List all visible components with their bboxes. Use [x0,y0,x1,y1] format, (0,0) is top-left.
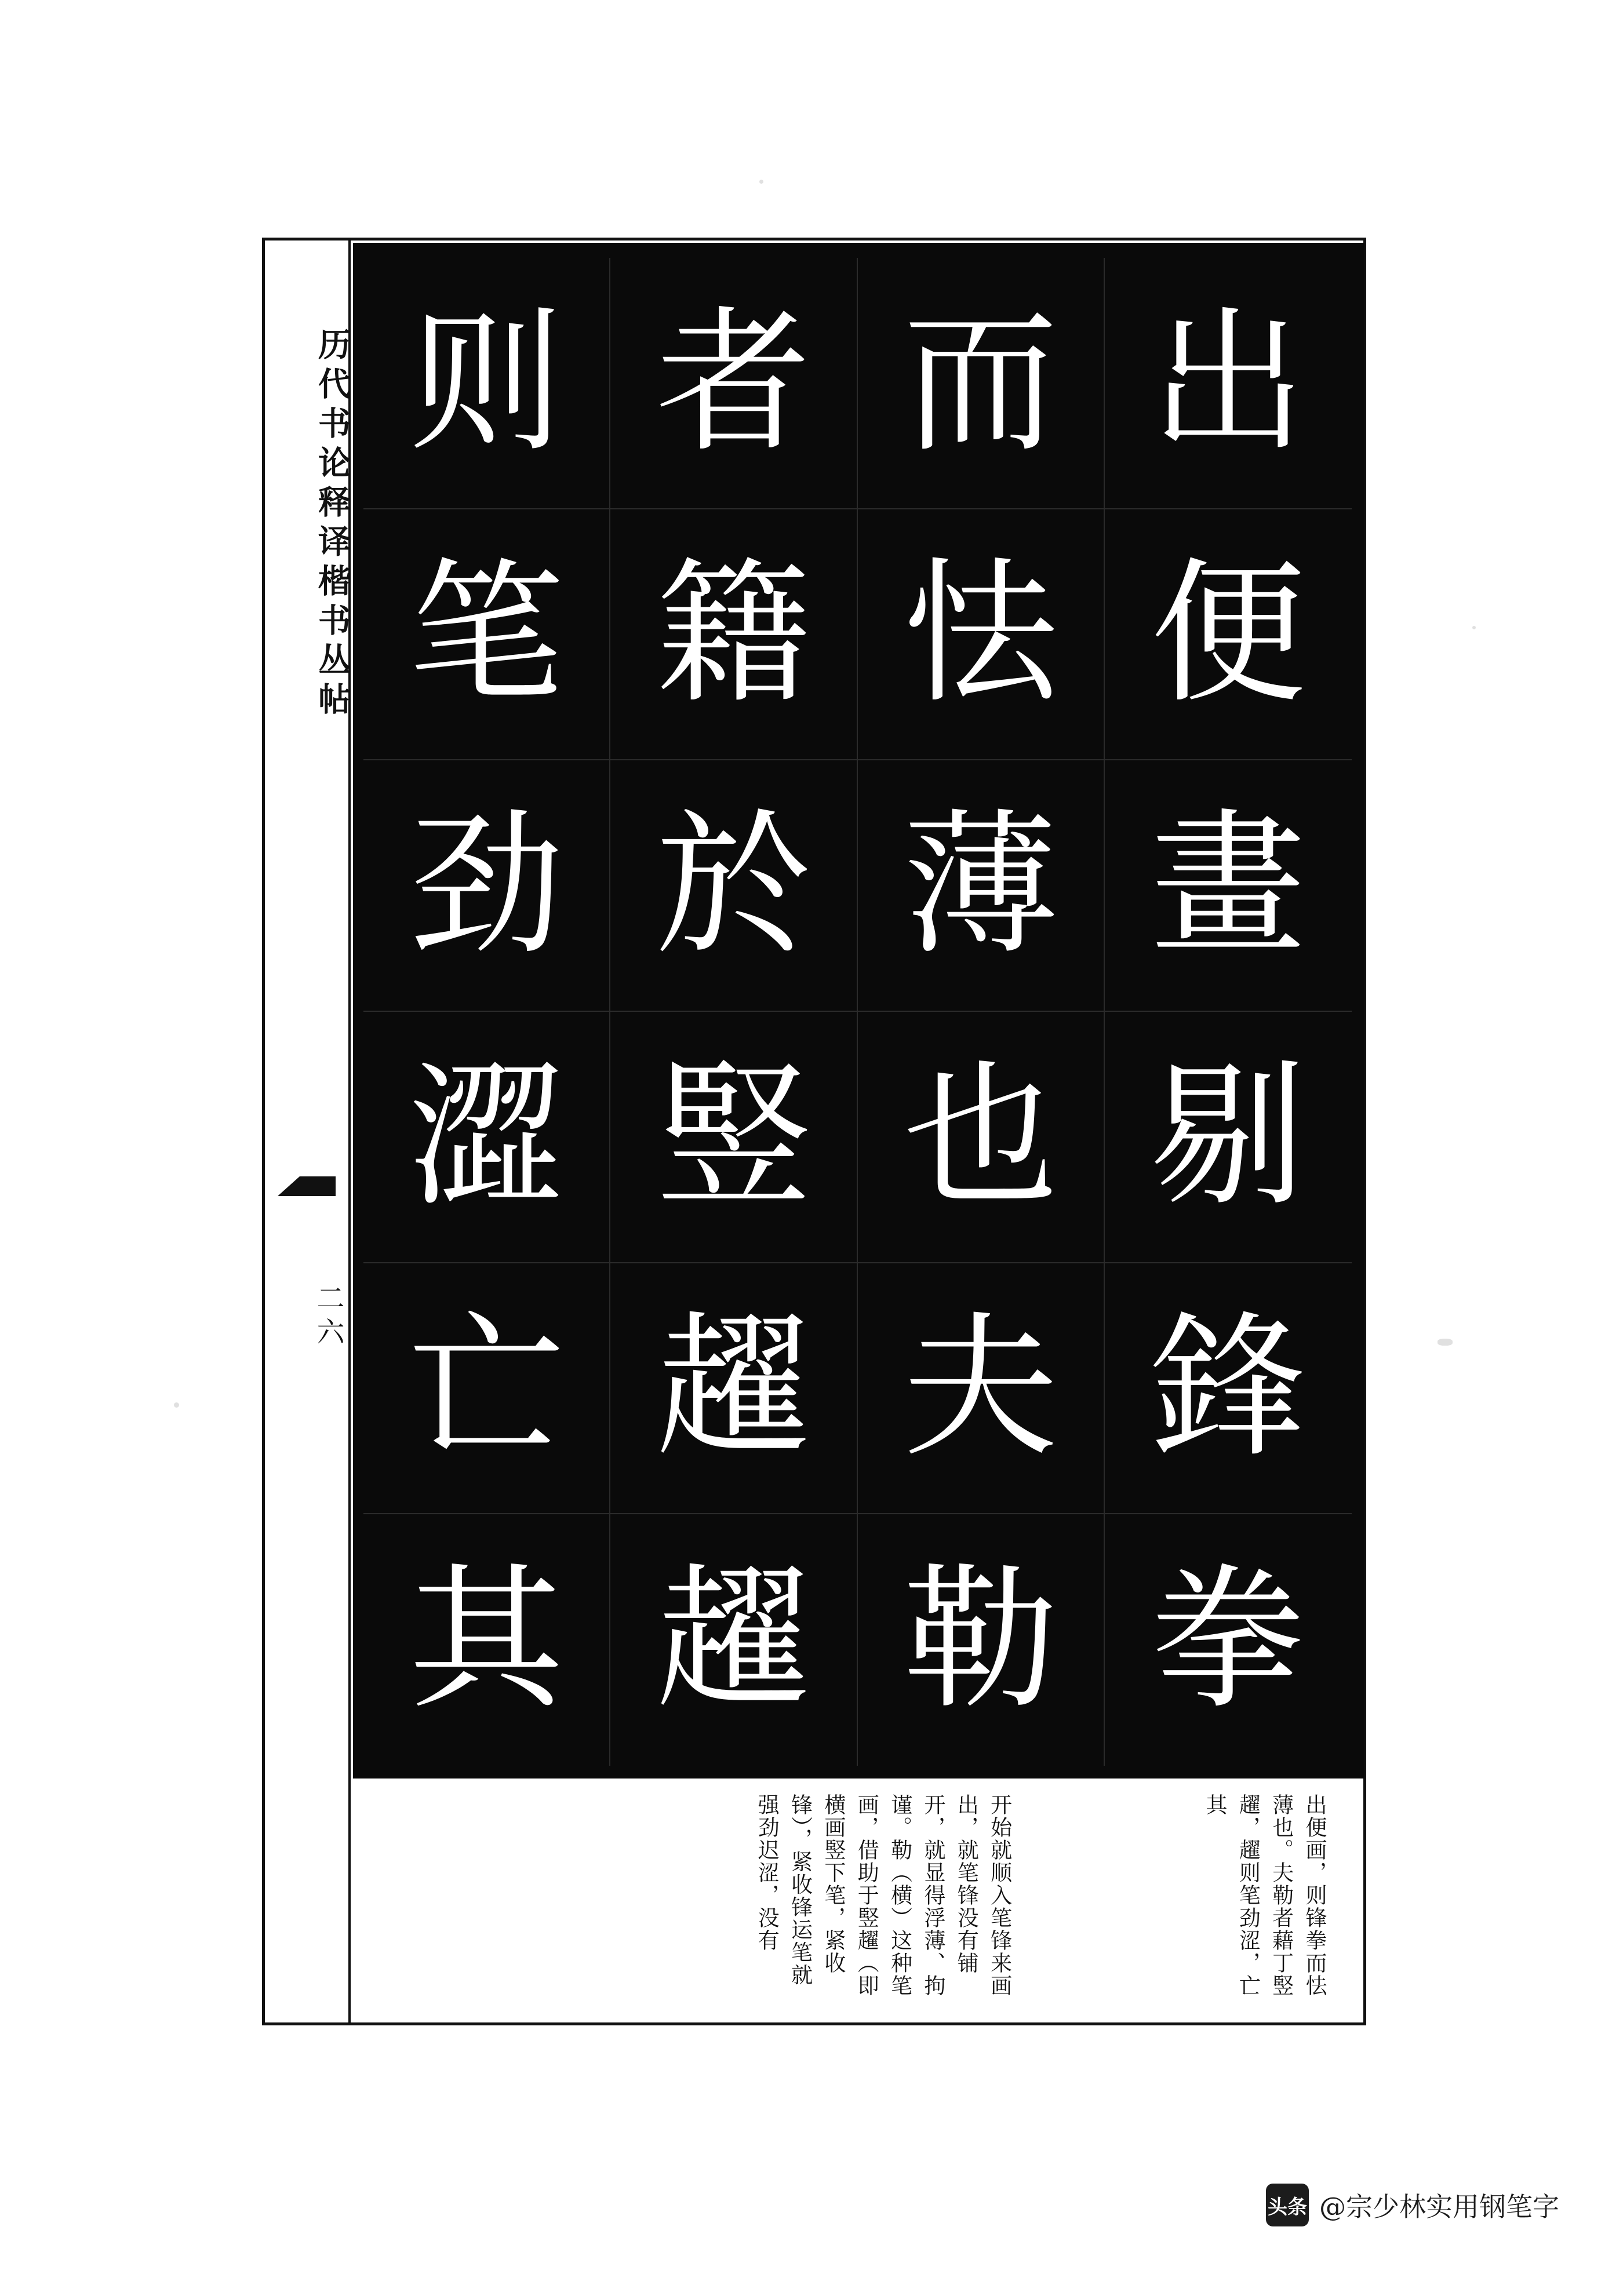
glyph-cell: 於 [610,760,857,1012]
glyph-cell: 便 [1105,509,1352,761]
spine-corner-mark [278,1176,336,1196]
glyph-cell: 也 [858,1012,1105,1263]
annotation-area [353,1781,1363,2022]
glyph-cell: 亡 [363,1263,610,1515]
glyph-cell: 笔 [363,509,610,761]
glyph-cell: 竪 [610,1012,857,1263]
glyph-cell: 趯 [610,1514,857,1766]
glyph-cell: 者 [610,258,857,509]
page-speckle [1472,626,1476,629]
page-speckle [174,1402,179,1408]
toutiao-logo-icon: 头条 [1266,2184,1309,2226]
glyph-cell: 趯 [610,1263,857,1515]
glyph-cell: 鋒 [1105,1263,1352,1515]
credit-watermark [1266,2184,1559,2226]
glyph-cell: 薄 [858,760,1105,1012]
calligraphy-grid [363,258,1352,1766]
spine-strip [265,240,351,2022]
glyph-cell: 澀 [363,1012,610,1263]
glyph-cell: 拳 [1150,1550,1306,1731]
glyph-cell: 而 [858,258,1105,509]
glyph-cell: 其 [363,1514,610,1766]
glyph-cell: 怯 [858,509,1105,761]
page-sheet [262,238,1366,2025]
series-title: 历代书论释译楷书丛帖 [313,327,351,721]
calligraphy-panel [353,243,1364,1779]
glyph-cell: 夫 [858,1263,1105,1515]
glyph-cell: 剔 [1105,1012,1352,1263]
annotation-translation-text: 开始就顺入笔锋来画出，就笔锋没有铺开，就显得浮薄、拘谨。勒（横）这种笔画，借助于竪趯（即横画竪下笔，紧收锋），紧收锋运笔就强劲迟涩，没有 [754,1794,1012,1997]
glyph-cell: 劲 [363,760,610,1012]
page-number: 二六 [312,1284,344,1351]
glyph-cell: 畫 [1105,760,1352,1012]
page-speckle [759,180,763,184]
glyph-cell: 勒 [858,1514,1105,1766]
annotation-source-text: 出便画，则锋拳而怯薄也。夫勒者藉丁竪趯，趯则笔劲涩，亡其 [1202,1794,1327,1997]
page-speckle [1438,1339,1453,1346]
credit-handle: @宗少林实用钢笔字 [1319,2191,1559,2222]
glyph-cell: 则 [363,258,610,509]
glyph-cell: 出 [1105,258,1352,509]
glyph-cell: 籍 [610,509,857,761]
